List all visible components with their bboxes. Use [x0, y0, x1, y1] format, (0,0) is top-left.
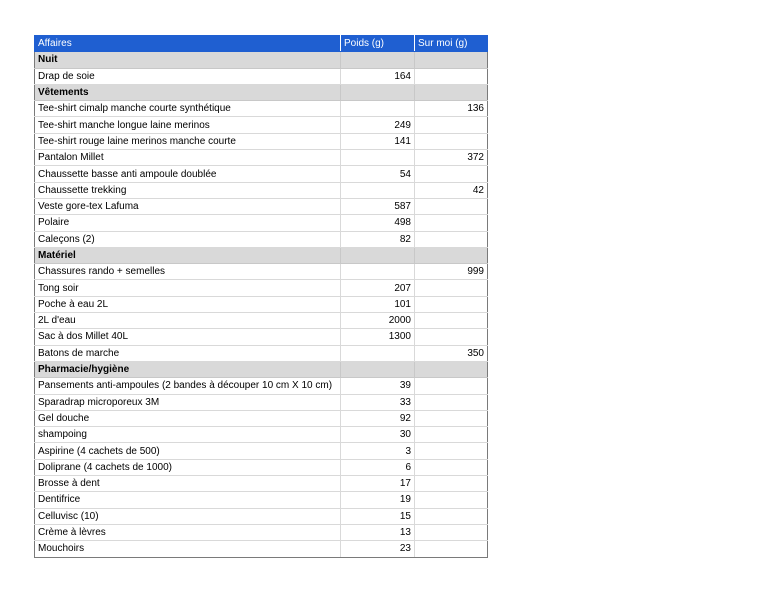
- section-empty-cell[interactable]: [341, 52, 415, 68]
- table-row: [35, 231, 488, 247]
- header-sur-moi[interactable]: Sur moi (g): [415, 36, 488, 52]
- item-name-cell[interactable]: Sac à dos Millet 40L: [35, 329, 341, 345]
- section-title-cell[interactable]: Pharmacie/hygiène: [35, 361, 341, 377]
- item-name-cell[interactable]: shampoing: [35, 427, 341, 443]
- item-name-cell[interactable]: Poche à eau 2L: [35, 296, 341, 312]
- section-row: [35, 84, 488, 100]
- item-name-cell[interactable]: Batons de marche: [35, 345, 341, 361]
- table-row: [35, 378, 488, 394]
- item-name-cell[interactable]: Sparadrap microporeux 3M: [35, 394, 341, 410]
- section-title-cell[interactable]: Vêtements: [35, 84, 341, 100]
- item-worn-weight-cell[interactable]: 42: [415, 182, 488, 198]
- item-worn-weight-cell[interactable]: [415, 443, 488, 459]
- item-weight-cell[interactable]: 39: [341, 378, 415, 394]
- item-weight-cell[interactable]: 2000: [341, 313, 415, 329]
- item-weight-cell[interactable]: 6: [341, 459, 415, 475]
- item-weight-cell[interactable]: [341, 264, 415, 280]
- table-row: [35, 215, 488, 231]
- table-row: [35, 198, 488, 214]
- item-name-cell[interactable]: Gel douche: [35, 410, 341, 426]
- table-row: [35, 182, 488, 198]
- table-row: [35, 508, 488, 524]
- item-name-cell[interactable]: Aspirine (4 cachets de 500): [35, 443, 341, 459]
- item-name-cell[interactable]: Crème à lèvres: [35, 524, 341, 540]
- table-row: [35, 150, 488, 166]
- item-name-cell[interactable]: Chaussette trekking: [35, 182, 341, 198]
- section-empty-cell[interactable]: [415, 247, 488, 263]
- item-worn-weight-cell[interactable]: [415, 166, 488, 182]
- table-row: [35, 68, 488, 84]
- item-worn-weight-cell[interactable]: [415, 476, 488, 492]
- item-weight-cell[interactable]: 54: [341, 166, 415, 182]
- table-row: [35, 133, 488, 149]
- item-worn-weight-cell[interactable]: [415, 394, 488, 410]
- section-row: [35, 361, 488, 377]
- item-weight-cell[interactable]: [341, 345, 415, 361]
- item-name-cell[interactable]: Brosse à dent: [35, 476, 341, 492]
- item-worn-weight-cell[interactable]: 372: [415, 150, 488, 166]
- table-row: [35, 117, 488, 133]
- item-worn-weight-cell[interactable]: [415, 215, 488, 231]
- item-worn-weight-cell[interactable]: [415, 508, 488, 524]
- item-name-cell[interactable]: Dentifrice: [35, 492, 341, 508]
- item-name-cell[interactable]: 2L d'eau: [35, 313, 341, 329]
- item-name-cell[interactable]: Tee-shirt rouge laine merinos manche courte: [35, 133, 341, 149]
- table-row: [35, 427, 488, 443]
- table-row: [35, 443, 488, 459]
- item-worn-weight-cell[interactable]: [415, 410, 488, 426]
- item-weight-cell[interactable]: 33: [341, 394, 415, 410]
- item-worn-weight-cell[interactable]: [415, 541, 488, 557]
- header-affaires[interactable]: Affaires: [35, 36, 341, 52]
- spreadsheet: [34, 35, 487, 558]
- section-empty-cell[interactable]: [341, 84, 415, 100]
- table-row: [35, 280, 488, 296]
- table-row: [35, 410, 488, 426]
- item-weight-cell[interactable]: [341, 182, 415, 198]
- section-empty-cell[interactable]: [415, 52, 488, 68]
- item-name-cell[interactable]: Doliprane (4 cachets de 1000): [35, 459, 341, 475]
- item-weight-cell[interactable]: 587: [341, 198, 415, 214]
- item-worn-weight-cell[interactable]: [415, 492, 488, 508]
- table-body: [35, 52, 488, 557]
- table-row: [35, 313, 488, 329]
- item-weight-cell[interactable]: 141: [341, 133, 415, 149]
- item-worn-weight-cell[interactable]: [415, 280, 488, 296]
- item-name-cell[interactable]: Pantalon Millet: [35, 150, 341, 166]
- item-name-cell[interactable]: Tee-shirt cimalp manche courte synthétique: [35, 101, 341, 117]
- section-title-cell[interactable]: Matériel: [35, 247, 341, 263]
- item-weight-cell[interactable]: 164: [341, 68, 415, 84]
- table-row: [35, 492, 488, 508]
- item-weight-cell[interactable]: 498: [341, 215, 415, 231]
- item-worn-weight-cell[interactable]: [415, 524, 488, 540]
- item-weight-cell[interactable]: 23: [341, 541, 415, 557]
- header-row: [35, 36, 488, 52]
- item-worn-weight-cell[interactable]: [415, 378, 488, 394]
- header-poids[interactable]: Poids (g): [341, 36, 415, 52]
- table-row: [35, 264, 488, 280]
- section-empty-cell[interactable]: [415, 84, 488, 100]
- item-name-cell[interactable]: Tong soir: [35, 280, 341, 296]
- item-worn-weight-cell[interactable]: [415, 329, 488, 345]
- item-worn-weight-cell[interactable]: [415, 231, 488, 247]
- item-weight-cell[interactable]: 15: [341, 508, 415, 524]
- item-weight-cell[interactable]: 101: [341, 296, 415, 312]
- item-name-cell[interactable]: Celluvisc (10): [35, 508, 341, 524]
- item-worn-weight-cell[interactable]: [415, 313, 488, 329]
- item-worn-weight-cell[interactable]: [415, 68, 488, 84]
- section-title-cell[interactable]: Nuit: [35, 52, 341, 68]
- item-name-cell[interactable]: Caleçons (2): [35, 231, 341, 247]
- item-weight-cell[interactable]: 92: [341, 410, 415, 426]
- item-name-cell[interactable]: Pansements anti-ampoules (2 bandes à découper 10 cm X 10 cm): [35, 378, 341, 394]
- table-row: [35, 394, 488, 410]
- section-empty-cell[interactable]: [341, 361, 415, 377]
- section-row: [35, 52, 488, 68]
- item-weight-cell[interactable]: 30: [341, 427, 415, 443]
- table-row: [35, 345, 488, 361]
- table-row: [35, 459, 488, 475]
- item-weight-cell[interactable]: [341, 101, 415, 117]
- item-weight-cell[interactable]: 17: [341, 476, 415, 492]
- section-empty-cell[interactable]: [341, 247, 415, 263]
- item-worn-weight-cell[interactable]: [415, 296, 488, 312]
- item-worn-weight-cell[interactable]: 350: [415, 345, 488, 361]
- table-row: [35, 524, 488, 540]
- item-worn-weight-cell[interactable]: 136: [415, 101, 488, 117]
- table-row: [35, 541, 488, 557]
- item-weight-cell[interactable]: 207: [341, 280, 415, 296]
- gear-weight-table: [34, 35, 488, 558]
- table-row: [35, 101, 488, 117]
- item-weight-cell[interactable]: 3: [341, 443, 415, 459]
- table-row: [35, 329, 488, 345]
- item-weight-cell[interactable]: 19: [341, 492, 415, 508]
- item-name-cell[interactable]: Polaire: [35, 215, 341, 231]
- item-worn-weight-cell[interactable]: [415, 198, 488, 214]
- item-weight-cell[interactable]: 1300: [341, 329, 415, 345]
- table-row: [35, 296, 488, 312]
- item-name-cell[interactable]: Drap de soie: [35, 68, 341, 84]
- item-name-cell[interactable]: Mouchoirs: [35, 541, 341, 557]
- item-worn-weight-cell[interactable]: [415, 133, 488, 149]
- item-weight-cell[interactable]: 13: [341, 524, 415, 540]
- item-worn-weight-cell[interactable]: [415, 459, 488, 475]
- item-worn-weight-cell[interactable]: 999: [415, 264, 488, 280]
- item-name-cell[interactable]: Chassures rando + semelles: [35, 264, 341, 280]
- item-weight-cell[interactable]: [341, 150, 415, 166]
- item-name-cell[interactable]: Veste gore-tex Lafuma: [35, 198, 341, 214]
- table-row: [35, 166, 488, 182]
- table-row: [35, 476, 488, 492]
- item-name-cell[interactable]: Chaussette basse anti ampoule doublée: [35, 166, 341, 182]
- section-row: [35, 247, 488, 263]
- item-name-cell[interactable]: Tee-shirt manche longue laine merinos: [35, 117, 341, 133]
- item-worn-weight-cell[interactable]: [415, 427, 488, 443]
- section-empty-cell[interactable]: [415, 361, 488, 377]
- item-weight-cell[interactable]: 249: [341, 117, 415, 133]
- item-worn-weight-cell[interactable]: [415, 117, 488, 133]
- item-weight-cell[interactable]: 82: [341, 231, 415, 247]
